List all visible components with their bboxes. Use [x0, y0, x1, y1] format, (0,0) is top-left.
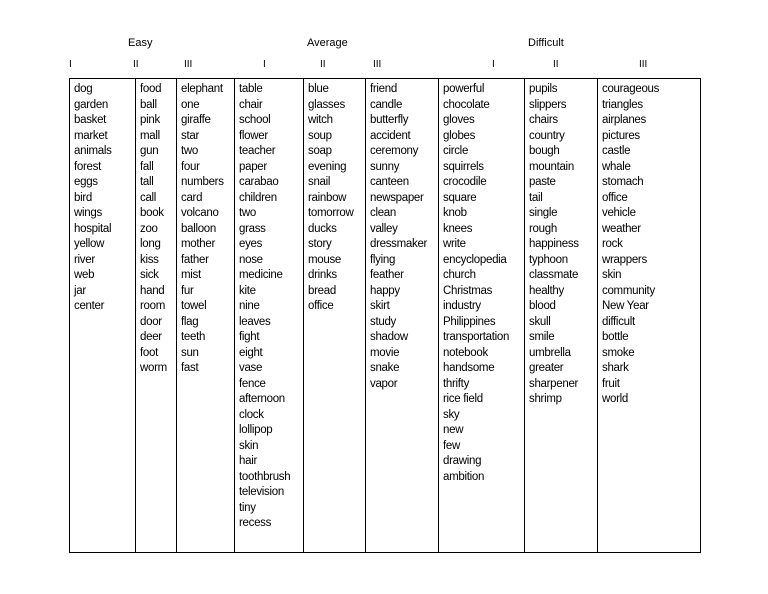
word-item: weather [602, 222, 641, 235]
word-item: table [239, 83, 263, 95]
column-header-easy-3: III [184, 59, 193, 70]
word-item: two [181, 145, 198, 157]
word-item: eight [239, 346, 263, 359]
word-item: valley [370, 222, 398, 235]
word-item: greater [529, 362, 564, 374]
word-item: leaves [239, 315, 271, 328]
word-column [524, 79, 597, 552]
column-header-average-2: II [320, 59, 326, 70]
column-header-easy-2: II [133, 59, 139, 70]
word-item: two [239, 207, 256, 219]
word-item: ceremony [370, 145, 419, 157]
word-item: fur [181, 284, 194, 297]
word-item: grass [239, 222, 266, 235]
word-item: blood [529, 300, 556, 312]
word-item: deer [140, 331, 162, 343]
word-item: circle [443, 145, 469, 157]
word-item: world [602, 393, 628, 405]
word-item: flower [239, 129, 268, 142]
word-item: butterfly [370, 114, 409, 126]
word-item: medicine [239, 269, 283, 281]
word-item: nose [239, 253, 263, 266]
word-item: crocodile [443, 176, 487, 188]
word-item: paper [239, 160, 267, 173]
word-item: transportation [443, 331, 510, 343]
word-item: stomach [602, 176, 644, 188]
word-item: rough [529, 222, 557, 235]
word-item: castle [602, 145, 631, 157]
word-item: sky [443, 408, 460, 421]
word-item: card [181, 191, 203, 204]
level-easy: Easy [128, 37, 153, 49]
word-item: long [140, 238, 161, 250]
column-header-easy-1: I [69, 59, 72, 70]
word-item: clock [239, 408, 264, 421]
word-item: snail [308, 176, 331, 188]
word-item: tail [529, 191, 543, 204]
word-item: sunny [370, 160, 400, 173]
word-item: candle [370, 98, 403, 111]
word-item: single [529, 207, 558, 219]
word-item: mountain [529, 160, 574, 173]
word-item: numbers [181, 176, 224, 188]
word-item: tall [140, 176, 154, 188]
word-item: handsome [443, 362, 495, 374]
word-item: fight [239, 331, 260, 343]
level-average: Average [307, 37, 348, 49]
word-column [135, 79, 176, 552]
word-item: towel [181, 300, 207, 312]
word-item: newspaper [370, 191, 424, 204]
word-item: vehicle [602, 207, 636, 219]
word-item: typhoon [529, 253, 568, 266]
word-item: New Year [602, 300, 649, 312]
word-item: eggs [74, 176, 98, 188]
word-item: thrifty [443, 377, 470, 390]
word-item: fast [181, 362, 199, 374]
word-item: foot [140, 346, 158, 359]
word-item: new [443, 424, 464, 436]
word-item: mall [140, 129, 160, 142]
word-item: one [181, 98, 200, 111]
word-item: animals [74, 145, 112, 157]
word-item: knob [443, 207, 467, 219]
word-item: knees [443, 222, 473, 235]
word-column [70, 79, 136, 552]
word-item: classmate [529, 269, 579, 281]
word-item: wrappers [602, 253, 647, 266]
word-item: yellow [74, 238, 105, 250]
word-item: chair [239, 98, 263, 111]
column-header-difficult-1: I [492, 59, 495, 70]
word-item: write [443, 238, 466, 250]
word-item: volcano [181, 207, 219, 219]
word-item: fence [239, 377, 266, 390]
word-item: flag [181, 315, 199, 328]
word-item: hair [239, 455, 257, 467]
word-item: shadow [370, 331, 408, 343]
word-item: study [370, 315, 396, 328]
word-item: bough [529, 145, 560, 157]
column-header-difficult-2: II [553, 59, 559, 70]
word-item: television [239, 486, 284, 498]
word-column [438, 79, 524, 552]
word-item: door [140, 315, 162, 328]
word-item: mist [181, 269, 201, 281]
word-item: smile [529, 331, 555, 343]
word-item: sun [181, 346, 199, 359]
word-item: slippers [529, 98, 567, 111]
word-item: squirrels [443, 160, 484, 173]
word-item: umbrella [529, 346, 571, 359]
word-item: ball [140, 98, 157, 111]
word-item: skull [529, 315, 551, 328]
word-item: skin [602, 269, 622, 281]
word-item: chairs [529, 114, 558, 126]
word-item: ambition [443, 470, 485, 483]
word-item: toothbrush [239, 470, 291, 483]
word-item: ducks [308, 222, 337, 235]
word-item: center [74, 300, 105, 312]
word-item: dressmaker [370, 238, 428, 250]
word-item: pictures [602, 129, 640, 142]
word-item: drawing [443, 455, 482, 467]
word-column [176, 79, 234, 552]
word-item: blue [308, 83, 329, 95]
word-item: four [181, 160, 200, 173]
word-item: jar [74, 284, 86, 297]
column-header-average-3: III [373, 59, 382, 70]
word-item: Christmas [443, 284, 493, 297]
word-item: father [181, 253, 209, 266]
word-list-table [69, 78, 701, 553]
word-item: dog [74, 83, 93, 95]
word-item: industry [443, 300, 481, 312]
word-item: soap [308, 145, 332, 157]
word-item: hospital [74, 222, 112, 235]
word-item: rice field [443, 393, 483, 405]
word-item: tiny [239, 501, 256, 514]
word-item: smoke [602, 346, 635, 359]
word-item: worm [140, 362, 167, 374]
word-item: fruit [602, 377, 620, 390]
word-item: feather [370, 269, 404, 281]
word-item: triangles [602, 98, 643, 111]
word-item: snake [370, 362, 400, 374]
word-item: mother [181, 238, 215, 250]
word-item: food [140, 83, 162, 95]
word-item: hand [140, 284, 165, 297]
word-item: chocolate [443, 98, 490, 111]
word-item: glasses [308, 98, 345, 111]
word-item: teeth [181, 331, 206, 343]
word-item: flying [370, 253, 396, 266]
word-item: sick [140, 269, 159, 281]
word-item: lollipop [239, 424, 273, 436]
word-item: garden [74, 98, 109, 111]
word-item: square [443, 191, 477, 204]
word-item: office [308, 300, 334, 312]
word-item: healthy [529, 284, 564, 297]
word-item: bottle [602, 331, 629, 343]
word-item: rainbow [308, 191, 347, 204]
word-item: nine [239, 300, 260, 312]
word-item: drinks [308, 269, 337, 281]
word-item: Philippines [443, 315, 496, 328]
word-column [234, 79, 303, 552]
word-item: basket [74, 114, 107, 126]
word-item: vapor [370, 377, 398, 390]
word-item: skin [239, 439, 259, 452]
word-item: encyclopedia [443, 253, 507, 266]
word-item: balloon [181, 222, 216, 235]
word-item: zoo [140, 222, 158, 235]
word-column [365, 79, 438, 552]
word-item: children [239, 191, 277, 204]
word-item: story [308, 238, 332, 250]
word-item: bird [74, 191, 92, 204]
word-item: tomorrow [308, 207, 354, 219]
column-header-average-1: I [263, 59, 266, 70]
word-item: paste [529, 176, 556, 188]
word-item: shark [602, 362, 629, 374]
word-item: kite [239, 284, 256, 297]
word-item: globes [443, 129, 476, 142]
word-item: rock [602, 238, 623, 250]
column-header-difficult-3: III [639, 59, 648, 70]
word-item: notebook [443, 346, 488, 359]
word-item: forest [74, 160, 101, 173]
word-item: few [443, 439, 460, 452]
word-item: web [74, 269, 95, 281]
word-item: giraffe [181, 114, 211, 126]
word-item: canteen [370, 176, 409, 188]
word-column [303, 79, 365, 552]
word-item: office [602, 191, 628, 204]
word-item: whale [602, 160, 631, 173]
word-item: country [529, 129, 565, 142]
word-item: room [140, 300, 166, 312]
word-item: powerful [443, 83, 485, 95]
word-item: carabao [239, 176, 279, 188]
word-item: elephant [181, 83, 223, 95]
word-item: difficult [602, 315, 635, 328]
word-item: movie [370, 346, 400, 359]
word-item: soup [308, 129, 332, 142]
word-item: church [443, 269, 476, 281]
word-item: happy [370, 284, 400, 297]
word-item: friend [370, 83, 397, 95]
word-item: teacher [239, 145, 276, 157]
word-item: wings [74, 207, 102, 219]
word-item: gloves [443, 114, 475, 126]
word-item: star [181, 129, 199, 142]
word-item: clean [370, 207, 396, 219]
word-item: evening [308, 160, 347, 173]
word-item: eyes [239, 238, 263, 250]
level-difficult: Difficult [528, 37, 564, 49]
word-item: shrimp [529, 393, 562, 405]
word-item: courageous [602, 83, 660, 95]
word-item: community [602, 284, 655, 297]
word-item: bread [308, 284, 336, 297]
word-item: book [140, 207, 164, 219]
word-item: fall [140, 160, 154, 173]
word-item: mouse [308, 253, 342, 266]
word-item: school [239, 114, 271, 126]
word-item: call [140, 191, 157, 204]
word-item: witch [308, 114, 333, 126]
word-item: happiness [529, 238, 579, 250]
word-item: vase [239, 362, 263, 374]
word-item: sharpener [529, 377, 579, 390]
word-item: pink [140, 114, 160, 126]
word-item: accident [370, 129, 411, 142]
word-item: afternoon [239, 393, 285, 405]
word-item: recess [239, 517, 272, 529]
word-item: pupils [529, 83, 558, 95]
word-item: kiss [140, 253, 159, 266]
word-column [597, 79, 700, 552]
word-item: airplanes [602, 114, 646, 126]
word-item: skirt [370, 300, 390, 312]
word-item: river [74, 253, 95, 266]
word-item: market [74, 129, 108, 142]
word-item: gun [140, 145, 159, 157]
